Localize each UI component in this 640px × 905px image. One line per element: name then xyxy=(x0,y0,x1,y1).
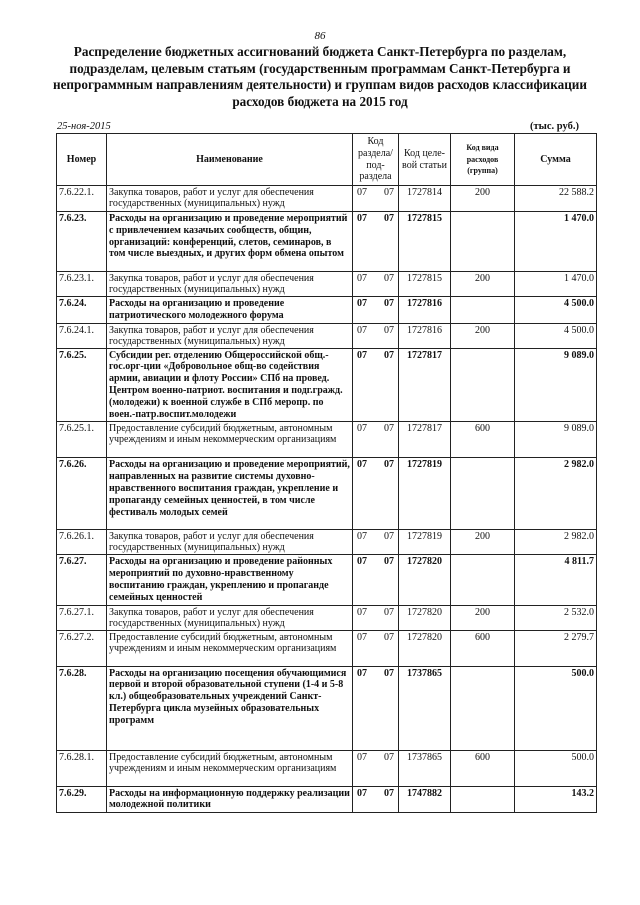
row-cst: 1727815 xyxy=(399,212,451,272)
row-sum: 143.2 xyxy=(515,786,597,813)
row-razdel-subsection: 07 xyxy=(384,213,394,224)
row-razdel xyxy=(353,530,399,555)
row-number: 7.6.27.1. xyxy=(57,605,107,630)
row-vid xyxy=(451,458,515,530)
row-razdel xyxy=(353,212,399,272)
row-number: 7.6.24.1. xyxy=(57,323,107,348)
row-razdel xyxy=(353,348,399,422)
row-sum: 9 089.0 xyxy=(515,422,597,458)
row-name: Закупка товаров, работ и услуг для обеспечения государственных (муниципальных) нужд xyxy=(107,272,353,297)
row-sum: 2 982.0 xyxy=(515,458,597,530)
row-razdel-section: 07 xyxy=(357,459,367,471)
row-razdel xyxy=(353,422,399,458)
row-razdel-section: 07 xyxy=(357,556,367,568)
row-number: 7.6.26.1. xyxy=(57,530,107,555)
row-razdel-subsection: 07 xyxy=(384,631,394,643)
row-razdel-subsection: 07 xyxy=(384,667,394,679)
table-row xyxy=(57,186,597,212)
col-header-sum: Сумма xyxy=(515,134,597,186)
row-razdel-subsection: 07 xyxy=(384,187,394,198)
row-sum: 500.0 xyxy=(515,750,597,786)
table-row xyxy=(57,297,597,324)
row-vid xyxy=(451,786,515,813)
table-body xyxy=(57,186,597,813)
row-vid: 200 xyxy=(451,272,515,297)
row-vid: 600 xyxy=(451,630,515,666)
row-razdel xyxy=(353,458,399,530)
row-razdel-section: 07 xyxy=(357,606,367,618)
row-razdel-subsection: 07 xyxy=(384,751,394,763)
row-razdel-section: 07 xyxy=(357,423,367,435)
row-razdel-section: 07 xyxy=(357,531,367,543)
row-number: 7.6.22.1. xyxy=(57,186,107,212)
row-sum: 4 811.7 xyxy=(515,555,597,605)
row-sum: 22 588.2 xyxy=(515,186,597,212)
row-name: Предоставление субсидий бюджетным, автономным учреждениям и иным некоммерческим организациям xyxy=(107,630,353,666)
document-title: Распределение бюджетных ассигнований бюджета Санкт-Петербурга по разделам, подразделам, целевым статьям (государственным программам Санкт-Петербурга и непрограммным направлениям деятельности) и группам видов расходов классификации расходов бюджета на 2015 год xyxy=(52,44,587,109)
row-number: 7.6.28. xyxy=(57,666,107,750)
row-vid xyxy=(451,297,515,324)
row-vid xyxy=(451,348,515,422)
table-row xyxy=(57,348,597,422)
row-sum: 1 470.0 xyxy=(515,212,597,272)
row-vid: 600 xyxy=(451,750,515,786)
row-razdel xyxy=(353,323,399,348)
table-row xyxy=(57,750,597,786)
row-name: Предоставление субсидий бюджетным, автономным учреждениям и иным некоммерческим организациям xyxy=(107,750,353,786)
budget-table xyxy=(56,133,597,813)
table-row xyxy=(57,666,597,750)
row-sum: 2 532.0 xyxy=(515,605,597,630)
row-vid: 600 xyxy=(451,422,515,458)
row-cst: 1727820 xyxy=(399,555,451,605)
table-row xyxy=(57,272,597,297)
row-sum: 2 982.0 xyxy=(515,530,597,555)
row-name: Расходы на информационную поддержку реализации молодежной политики xyxy=(107,786,353,813)
row-number: 7.6.29. xyxy=(57,786,107,813)
row-razdel-section: 07 xyxy=(357,631,367,643)
row-cst: 1727820 xyxy=(399,630,451,666)
row-razdel xyxy=(353,186,399,212)
table-row xyxy=(57,605,597,630)
row-number: 7.6.25.1. xyxy=(57,422,107,458)
row-razdel xyxy=(353,786,399,813)
row-vid: 200 xyxy=(451,605,515,630)
table-row xyxy=(57,458,597,530)
units-label: (тыс. руб.) xyxy=(530,121,579,132)
row-razdel xyxy=(353,750,399,786)
row-cst: 1727816 xyxy=(399,297,451,324)
row-razdel-subsection: 07 xyxy=(384,459,394,471)
row-razdel-section: 07 xyxy=(357,787,367,799)
row-razdel-section: 07 xyxy=(357,298,367,309)
row-name: Расходы на организацию и проведение мероприятий, направленных на развитие системы духовно-нравственного воспитания граждан, укрепление и пропаганду семейных ценностей, в том числе фестиваль молодых семей xyxy=(107,458,353,530)
table-row xyxy=(57,422,597,458)
row-razdel-subsection: 07 xyxy=(384,324,394,336)
row-name: Расходы на организацию посещения обучающимися первой и второй образовательной ступени (1-4 и 5-8 кл.) общеобразовательных учреждений Санкт-Петербурга цикла музейных образовательных программ xyxy=(107,666,353,750)
row-sum: 4 500.0 xyxy=(515,323,597,348)
row-name: Закупка товаров, работ и услуг для обеспечения государственных (муниципальных) нужд xyxy=(107,186,353,212)
row-razdel-subsection: 07 xyxy=(384,606,394,618)
row-cst: 1727819 xyxy=(399,530,451,555)
row-vid xyxy=(451,212,515,272)
row-number: 7.6.28.1. xyxy=(57,750,107,786)
row-number: 7.6.27.2. xyxy=(57,630,107,666)
col-header-number: Номер xyxy=(57,134,107,186)
row-razdel xyxy=(353,297,399,324)
row-name: Закупка товаров, работ и услуг для обеспечения государственных (муниципальных) нужд xyxy=(107,530,353,555)
row-name: Предоставление субсидий бюджетным, автономным учреждениям и иным некоммерческим организациям xyxy=(107,422,353,458)
row-sum: 9 089.0 xyxy=(515,348,597,422)
row-razdel-section: 07 xyxy=(357,213,367,224)
row-razdel-section: 07 xyxy=(357,667,367,679)
row-razdel-subsection: 07 xyxy=(384,423,394,435)
row-vid: 200 xyxy=(451,186,515,212)
document-date: 25-ноя-2015 xyxy=(57,121,111,132)
row-razdel xyxy=(353,272,399,297)
row-razdel-section: 07 xyxy=(357,273,367,284)
row-number: 7.6.27. xyxy=(57,555,107,605)
row-number: 7.6.23. xyxy=(57,212,107,272)
row-number: 7.6.26. xyxy=(57,458,107,530)
table-row xyxy=(57,530,597,555)
row-razdel-subsection: 07 xyxy=(384,556,394,568)
row-number: 7.6.23.1. xyxy=(57,272,107,297)
row-number: 7.6.24. xyxy=(57,297,107,324)
row-razdel xyxy=(353,666,399,750)
row-vid: 200 xyxy=(451,530,515,555)
row-cst: 1737865 xyxy=(399,666,451,750)
row-number: 7.6.25. xyxy=(57,348,107,422)
row-vid xyxy=(451,666,515,750)
row-cst: 1727814 xyxy=(399,186,451,212)
row-cst: 1727815 xyxy=(399,272,451,297)
row-razdel-section: 07 xyxy=(357,324,367,336)
col-header-cst: Код целе- вой статьи xyxy=(399,134,451,186)
row-razdel-subsection: 07 xyxy=(384,531,394,543)
row-razdel-section: 07 xyxy=(357,751,367,763)
row-cst: 1737865 xyxy=(399,750,451,786)
row-name: Расходы на организацию и проведение районных мероприятий по духовно-нравственному воспитанию граждан, укреплению и пропаганде семейных ценностей xyxy=(107,555,353,605)
row-name: Субсидии рег. отделению Общероссийской общ.-гос.орг-ции «Добровольное общ-во содействия армии, авиации и флоту России» СПб на провед. Центром военно-патриот. воспитания и подг.гражд. (молодежи) к военной службе в СПб меропр. по воен.-патр.воспит.молодежи xyxy=(107,348,353,422)
page-number: 86 xyxy=(314,30,326,42)
row-vid xyxy=(451,555,515,605)
row-razdel xyxy=(353,630,399,666)
row-razdel xyxy=(353,555,399,605)
col-header-razdel: Код раздела/ под- раздела xyxy=(353,134,399,186)
row-razdel-subsection: 07 xyxy=(384,273,394,284)
row-razdel-subsection: 07 xyxy=(384,787,394,799)
row-name: Закупка товаров, работ и услуг для обеспечения государственных (муниципальных) нужд xyxy=(107,605,353,630)
row-cst: 1727816 xyxy=(399,323,451,348)
row-sum: 4 500.0 xyxy=(515,297,597,324)
row-razdel-subsection: 07 xyxy=(384,298,394,309)
row-name: Расходы на организацию и проведение патриотического молодежного форума xyxy=(107,297,353,324)
row-cst: 1727819 xyxy=(399,458,451,530)
row-razdel-section: 07 xyxy=(357,187,367,198)
row-razdel xyxy=(353,605,399,630)
col-header-vid: Код вида расходов (группа) xyxy=(451,134,515,186)
table-row xyxy=(57,212,597,272)
table-row xyxy=(57,323,597,348)
table-row xyxy=(57,555,597,605)
row-cst: 1727820 xyxy=(399,605,451,630)
row-cst: 1727817 xyxy=(399,348,451,422)
table-row xyxy=(57,630,597,666)
row-sum: 1 470.0 xyxy=(515,272,597,297)
row-vid: 200 xyxy=(451,323,515,348)
col-header-name: Наименование xyxy=(107,134,353,186)
row-cst: 1747882 xyxy=(399,786,451,813)
row-cst: 1727817 xyxy=(399,422,451,458)
row-name: Закупка товаров, работ и услуг для обеспечения государственных (муниципальных) нужд xyxy=(107,323,353,348)
row-razdel-section: 07 xyxy=(357,349,367,361)
row-razdel-subsection: 07 xyxy=(384,349,394,361)
row-sum: 2 279.7 xyxy=(515,630,597,666)
row-name: Расходы на организацию и проведение мероприятий с привлечением казачьих сообществ, общин, организаций: конференций, слетов, семинаров, в том числе выездных, и других форм обмена опытом xyxy=(107,212,353,272)
row-sum: 500.0 xyxy=(515,666,597,750)
table-row xyxy=(57,786,597,813)
